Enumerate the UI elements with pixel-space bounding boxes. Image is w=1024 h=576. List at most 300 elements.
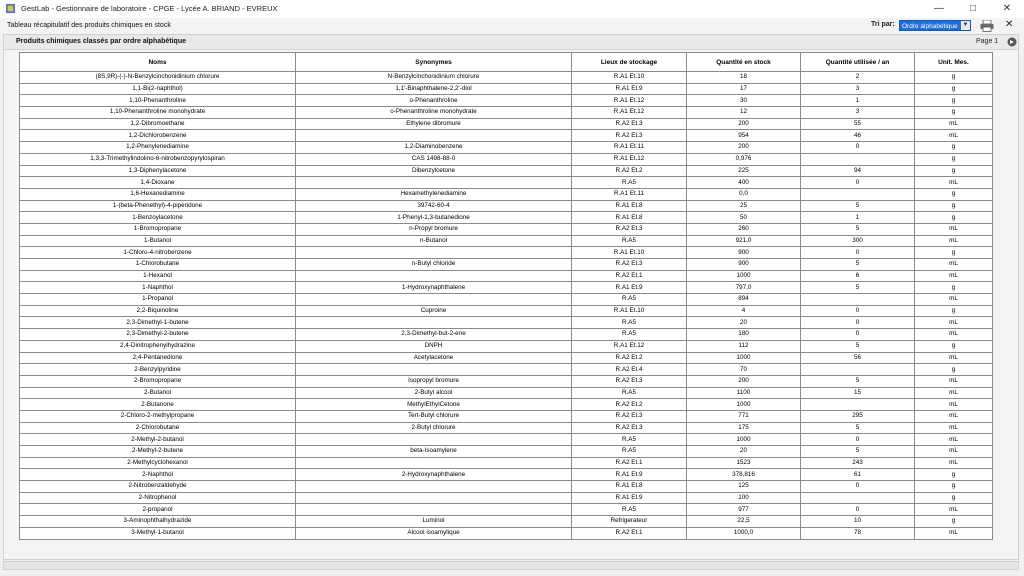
cell-lieu: R.A2 Et.2 xyxy=(572,399,687,411)
cell-quantite-utilisee: 56 xyxy=(801,352,915,364)
cell-quantite-utilisee: 5 xyxy=(801,446,915,458)
cell-lieu: R.A1 Et.8 xyxy=(572,481,687,493)
cell-synonyme: 2-Hydroxynaphthalene xyxy=(296,469,572,481)
cell-quantite-utilisee: 300 xyxy=(801,235,915,247)
cell-unite: g xyxy=(915,188,993,200)
cell-synonyme: n-Butanol xyxy=(296,235,572,247)
cell-nom: 2-Methylcyclohexanol xyxy=(20,457,296,469)
cell-lieu: R.A2 Et.3 xyxy=(572,410,687,422)
window-title: GestLab - Gestionnaire de laboratoire - CPGE - Lycée A. BRIAND - EVREUX xyxy=(21,4,278,13)
table-row xyxy=(20,340,993,352)
cell-synonyme xyxy=(296,247,572,259)
cell-quantite-utilisee: 5 xyxy=(801,223,915,235)
cell-nom: 2-Butanone xyxy=(20,399,296,411)
cell-quantite-utilisee: 5 xyxy=(801,259,915,271)
cell-lieu: R.A5 xyxy=(572,294,687,306)
cell-quantite-utilisee: 0 xyxy=(801,329,915,341)
table-header-row xyxy=(20,53,993,72)
cell-lieu: R.A1 Et.10 xyxy=(572,305,687,317)
cell-quantite-stock: 20 xyxy=(687,446,801,458)
cell-synonyme xyxy=(296,294,572,306)
cell-lieu: R.A2 Et.3 xyxy=(572,118,687,130)
cell-nom: 2-Benzylpyridine xyxy=(20,364,296,376)
cell-quantite-utilisee xyxy=(801,492,915,504)
sort-label: Tri par: xyxy=(871,21,895,28)
cell-quantite-utilisee: 46 xyxy=(801,130,915,142)
cell-nom: 2-Nitrobenzaldehyde xyxy=(20,481,296,493)
cell-nom: 1-Benzoylacetone xyxy=(20,212,296,224)
printer-icon[interactable] xyxy=(980,20,994,32)
cell-lieu: R.A2 Et.4 xyxy=(572,364,687,376)
cell-synonyme: DNPH xyxy=(296,340,572,352)
close-report-button[interactable]: ✕ xyxy=(1005,19,1014,30)
cell-synonyme xyxy=(296,492,572,504)
cell-unite: mL xyxy=(915,130,993,142)
cell-lieu: R.A1 Et.9 xyxy=(572,83,687,95)
cell-synonyme: CAS 1498-88-0 xyxy=(296,153,572,165)
cell-quantite-stock: 20 xyxy=(687,317,801,329)
cell-lieu: R.A2 Et.2 xyxy=(572,165,687,177)
cell-nom: 2,3-Dimethyl-1-butene xyxy=(20,317,296,329)
cell-unite: mL xyxy=(915,457,993,469)
cell-quantite-stock: 1000 xyxy=(687,270,801,282)
chemicals-table xyxy=(19,52,993,540)
cell-synonyme: Hexamethylenediamine xyxy=(296,188,572,200)
header-lieux: Lieux de stockage xyxy=(572,53,687,72)
cell-quantite-stock: 25 xyxy=(687,200,801,212)
cell-lieu: R.A2 Et.3 xyxy=(572,259,687,271)
cell-quantite-stock: 0,976 xyxy=(687,153,801,165)
cell-unite: mL xyxy=(915,387,993,399)
cell-unite: g xyxy=(915,492,993,504)
cell-unite: g xyxy=(915,153,993,165)
cell-unite: mL xyxy=(915,270,993,282)
cell-nom: 2,4-Pentanedione xyxy=(20,352,296,364)
table-row xyxy=(20,95,993,107)
cell-unite: mL xyxy=(915,317,993,329)
cell-lieu: R.A1 Et.11 xyxy=(572,142,687,154)
table-row xyxy=(20,223,993,235)
cell-quantite-stock: 771 xyxy=(687,410,801,422)
cell-unite: g xyxy=(915,469,993,481)
cell-quantite-stock: 18 xyxy=(687,72,801,84)
cell-lieu: R.A2 Et.3 xyxy=(572,422,687,434)
table-row xyxy=(20,504,993,516)
cell-quantite-utilisee xyxy=(801,294,915,306)
cell-nom: 1,2-Dibromoethane xyxy=(20,118,296,130)
cell-lieu: R.A1 Et.12 xyxy=(572,340,687,352)
cell-quantite-utilisee: 0 xyxy=(801,247,915,259)
cell-unite: mL xyxy=(915,410,993,422)
cell-unite: g xyxy=(915,107,993,119)
cell-nom: 2-Butanol xyxy=(20,387,296,399)
cell-quantite-utilisee: 0 xyxy=(801,142,915,154)
table-row xyxy=(20,446,993,458)
cell-synonyme: Tert-Butyl chlorure xyxy=(296,410,572,422)
cell-nom: 1,1-Bi(2-naphthol) xyxy=(20,83,296,95)
cell-lieu: R.A5 xyxy=(572,329,687,341)
cell-quantite-stock: 22,5 xyxy=(687,516,801,528)
table-row xyxy=(20,118,993,130)
cell-unite: mL xyxy=(915,235,993,247)
cell-quantite-utilisee: 78 xyxy=(801,527,915,539)
cell-synonyme xyxy=(296,481,572,493)
cell-synonyme xyxy=(296,177,572,189)
report-title: Produits chimiques classés par ordre alphabétique xyxy=(16,38,186,45)
cell-quantite-stock: 30 xyxy=(687,95,801,107)
toolbar xyxy=(0,18,1024,34)
cell-unite: mL xyxy=(915,223,993,235)
cell-quantite-stock: 200 xyxy=(687,142,801,154)
cell-unite: mL xyxy=(915,259,993,271)
cell-synonyme: Ethylene dibromure xyxy=(296,118,572,130)
cell-synonyme: n-Propyl bromure xyxy=(296,223,572,235)
close-icon[interactable]: ✕ xyxy=(1002,3,1012,14)
cell-nom: 1-Naphthol xyxy=(20,282,296,294)
cell-unite: g xyxy=(915,282,993,294)
cell-quantite-stock: 112 xyxy=(687,340,801,352)
cell-lieu: R.A5 xyxy=(572,235,687,247)
cell-lieu: R.A2 Et.1 xyxy=(572,527,687,539)
cell-lieu: R.A5 xyxy=(572,446,687,458)
cell-synonyme: 2-Butyl alcool xyxy=(296,387,572,399)
cell-quantite-stock: 400 xyxy=(687,177,801,189)
table-row xyxy=(20,317,993,329)
table-row xyxy=(20,83,993,95)
cell-synonyme: n-Butyl chloride xyxy=(296,259,572,271)
cell-synonyme xyxy=(296,504,572,516)
cell-quantite-utilisee: 61 xyxy=(801,469,915,481)
cell-lieu: R.A1 Et.12 xyxy=(572,153,687,165)
cell-unite: mL xyxy=(915,352,993,364)
cell-quantite-stock: 1523 xyxy=(687,457,801,469)
cell-unite: g xyxy=(915,481,993,493)
cell-synonyme xyxy=(296,270,572,282)
cell-synonyme xyxy=(296,130,572,142)
cell-unite: mL xyxy=(915,118,993,130)
cell-quantite-utilisee: 295 xyxy=(801,410,915,422)
cell-nom: 1,10-Phenanthroline monohydrate xyxy=(20,107,296,119)
table-row xyxy=(20,153,993,165)
cell-nom: 1,2-Phenylenediamine xyxy=(20,142,296,154)
cell-nom: 1-Propanol xyxy=(20,294,296,306)
cell-quantite-utilisee: 1 xyxy=(801,212,915,224)
cell-quantite-stock: 900 xyxy=(687,259,801,271)
cell-unite: mL xyxy=(915,504,993,516)
table-row xyxy=(20,247,993,259)
cell-quantite-stock: 200 xyxy=(687,375,801,387)
table-row xyxy=(20,434,993,446)
cell-nom: 2,2-Biquinoline xyxy=(20,305,296,317)
cell-unite: g xyxy=(915,95,993,107)
cell-lieu: Refrigerateur xyxy=(572,516,687,528)
cell-lieu: R.A1 Et.10 xyxy=(572,72,687,84)
cell-quantite-stock: 50 xyxy=(687,212,801,224)
cell-synonyme xyxy=(296,364,572,376)
cell-nom: 2-Naphthol xyxy=(20,469,296,481)
cell-unite: g xyxy=(915,516,993,528)
table-row xyxy=(20,235,993,247)
cell-unite: mL xyxy=(915,294,993,306)
cell-nom: 1-Chloro-4-nitrobenzene xyxy=(20,247,296,259)
cell-quantite-stock: 1000,0 xyxy=(687,527,801,539)
cell-unite: g xyxy=(915,200,993,212)
table-row xyxy=(20,107,993,119)
cell-synonyme: 39742-60-4 xyxy=(296,200,572,212)
cell-synonyme: 1,2-Diaminobenzene xyxy=(296,142,572,154)
cell-quantite-stock: 17 xyxy=(687,83,801,95)
cell-nom: 2,4-Dinitrophenylhydrazine xyxy=(20,340,296,352)
table-row xyxy=(20,200,993,212)
table-row xyxy=(20,399,993,411)
cell-quantite-utilisee: 5 xyxy=(801,200,915,212)
cell-nom: 1-Chlorobutane xyxy=(20,259,296,271)
cell-synonyme: 2-Butyl chlorure xyxy=(296,422,572,434)
cell-synonyme: N-Benzylcinchonidinium chlorure xyxy=(296,72,572,84)
cell-lieu: R.A2 Et.2 xyxy=(572,352,687,364)
report-subtitle: Tableau récapitulatif des produits chimiques en stock xyxy=(7,22,171,29)
cell-quantite-stock: 977 xyxy=(687,504,801,516)
table-row xyxy=(20,270,993,282)
cell-quantite-stock: 954 xyxy=(687,130,801,142)
cell-nom: 1-Bromopropane xyxy=(20,223,296,235)
cell-lieu: R.A1 Et.9 xyxy=(572,282,687,294)
next-page-icon[interactable] xyxy=(1007,37,1017,47)
table-row xyxy=(20,422,993,434)
cell-synonyme: MethylEthylCetone xyxy=(296,399,572,411)
cell-lieu: R.A1 Et.9 xyxy=(572,492,687,504)
table-row xyxy=(20,527,993,539)
cell-nom: 1,10-Phenanthroline xyxy=(20,95,296,107)
cell-unite: mL xyxy=(915,329,993,341)
cell-lieu: R.A2 Et.3 xyxy=(572,223,687,235)
cell-nom: 1,3-Diphenylacetone xyxy=(20,165,296,177)
cell-unite: mL xyxy=(915,399,993,411)
cell-nom: 1,2-Dichlorobenzene xyxy=(20,130,296,142)
cell-quantite-utilisee: 0 xyxy=(801,434,915,446)
cell-nom: 1,4-Dioxane xyxy=(20,177,296,189)
cell-quantite-stock: 260 xyxy=(687,223,801,235)
cell-unite: g xyxy=(915,72,993,84)
table-row xyxy=(20,375,993,387)
cell-nom: 2,3-Dimethyl-2-butene xyxy=(20,329,296,341)
cell-lieu: R.A5 xyxy=(572,387,687,399)
cell-quantite-stock: 125 xyxy=(687,481,801,493)
cell-quantite-utilisee: 0 xyxy=(801,305,915,317)
cell-nom: 3-Methyl-1-butanol xyxy=(20,527,296,539)
table-row xyxy=(20,492,993,504)
cell-quantite-stock: 4 xyxy=(687,305,801,317)
cell-nom: 2-Methyl-2-butanol xyxy=(20,434,296,446)
cell-quantite-utilisee: 15 xyxy=(801,387,915,399)
cell-synonyme xyxy=(296,434,572,446)
table-row xyxy=(20,177,993,189)
cell-quantite-utilisee: 243 xyxy=(801,457,915,469)
cell-quantite-utilisee: 1 xyxy=(801,95,915,107)
cell-synonyme: Alcool isoamylique xyxy=(296,527,572,539)
horizontal-scrollbar[interactable] xyxy=(3,561,1019,570)
cell-synonyme: 2,3-Dimethyl-but-2-ene xyxy=(296,329,572,341)
cell-lieu: R.A1 Et.11 xyxy=(572,188,687,200)
cell-nom: 2-Chloro-2-methylpropane xyxy=(20,410,296,422)
table-row xyxy=(20,165,993,177)
cell-nom: 1,6-Hexanediamine xyxy=(20,188,296,200)
cell-quantite-stock: 12 xyxy=(687,107,801,119)
cell-quantite-stock: 378,816 xyxy=(687,469,801,481)
cell-unite: g xyxy=(915,83,993,95)
cell-quantite-stock: 1000 xyxy=(687,352,801,364)
header-quantite-utilisee: Quantité utilisée / an xyxy=(801,53,915,72)
cell-nom: 2-propanol xyxy=(20,504,296,516)
app-icon xyxy=(5,3,16,14)
cell-lieu: R.A1 Et.8 xyxy=(572,212,687,224)
table-row xyxy=(20,469,993,481)
cell-unite: mL xyxy=(915,434,993,446)
cell-unite: mL xyxy=(915,375,993,387)
cell-lieu: R.A5 xyxy=(572,434,687,446)
cell-unite: g xyxy=(915,340,993,352)
cell-quantite-utilisee: 0 xyxy=(801,504,915,516)
cell-quantite-stock: 1100 xyxy=(687,387,801,399)
table-row xyxy=(20,481,993,493)
table-row xyxy=(20,72,993,84)
table-row xyxy=(20,457,993,469)
cell-quantite-stock: 100 xyxy=(687,492,801,504)
table-row xyxy=(20,282,993,294)
cell-quantite-utilisee: 5 xyxy=(801,422,915,434)
cell-synonyme: Luminol xyxy=(296,516,572,528)
cell-quantite-utilisee xyxy=(801,188,915,200)
table-row xyxy=(20,212,993,224)
cell-quantite-stock: 894 xyxy=(687,294,801,306)
cell-quantite-utilisee: 5 xyxy=(801,375,915,387)
cell-nom: (8S,9R)-(-)-N-Benzylcinchonidinium chlorure xyxy=(20,72,296,84)
cell-quantite-utilisee xyxy=(801,364,915,376)
table-row xyxy=(20,410,993,422)
cell-unite: g xyxy=(915,247,993,259)
cell-nom: 3-Aminophthalhydrazide xyxy=(20,516,296,528)
chevron-down-icon[interactable]: ▼ xyxy=(962,22,969,28)
cell-synonyme: o-Phenanthroline xyxy=(296,95,572,107)
header-noms: Noms xyxy=(20,53,296,72)
chemicals-table-container xyxy=(19,52,992,540)
cell-quantite-utilisee: 6 xyxy=(801,270,915,282)
cell-synonyme: 1-Phenyl-1,3-butanedione xyxy=(296,212,572,224)
cell-nom: 2-Chlorobutane xyxy=(20,422,296,434)
sort-select[interactable] xyxy=(899,20,971,31)
cell-lieu: R.A1 Et.10 xyxy=(572,247,687,259)
cell-lieu: R.A1 Et.12 xyxy=(572,107,687,119)
cell-quantite-stock: 0,0 xyxy=(687,188,801,200)
cell-quantite-utilisee: 94 xyxy=(801,165,915,177)
cell-quantite-stock: 180 xyxy=(687,329,801,341)
cell-lieu: R.A1 Et.9 xyxy=(572,469,687,481)
cell-unite: mL xyxy=(915,527,993,539)
cell-quantite-stock: 921,0 xyxy=(687,235,801,247)
cell-lieu: R.A2 Et.3 xyxy=(572,375,687,387)
cell-unite: g xyxy=(915,165,993,177)
cell-synonyme: beta-Isoamylene xyxy=(296,446,572,458)
cell-synonyme: 1,1'-Binaphthalene-2,2'-diol xyxy=(296,83,572,95)
cell-quantite-stock: 900 xyxy=(687,247,801,259)
minimize-icon[interactable]: — xyxy=(934,3,944,14)
cell-lieu: R.A5 xyxy=(572,317,687,329)
sort-select-value: Ordre alphabétique xyxy=(902,23,958,30)
cell-nom: 2-Nitrophenol xyxy=(20,492,296,504)
cell-quantite-stock: 200 xyxy=(687,118,801,130)
cell-quantite-utilisee: 10 xyxy=(801,516,915,528)
cell-quantite-utilisee: 0 xyxy=(801,177,915,189)
cell-quantite-utilisee: 3 xyxy=(801,107,915,119)
cell-synonyme: Isopropyl bromure xyxy=(296,375,572,387)
report-header xyxy=(4,35,1018,50)
table-row xyxy=(20,259,993,271)
cell-unite: mL xyxy=(915,177,993,189)
table-row xyxy=(20,188,993,200)
report-panel xyxy=(3,34,1019,560)
cell-nom: 2-Methyl-2-butene xyxy=(20,446,296,458)
cell-quantite-stock: 175 xyxy=(687,422,801,434)
cell-lieu: R.A5 xyxy=(572,177,687,189)
title-bar xyxy=(0,0,1024,19)
maximize-icon[interactable]: □ xyxy=(969,3,977,14)
cell-nom: 1-Hexanol xyxy=(20,270,296,282)
cell-nom: 1,3,3-Trimethylindolino-6-nitrobenzopyrylospiran xyxy=(20,153,296,165)
cell-lieu: R.A5 xyxy=(572,504,687,516)
cell-lieu: R.A2 Et.3 xyxy=(572,130,687,142)
table-row xyxy=(20,142,993,154)
cell-unite: mL xyxy=(915,422,993,434)
cell-quantite-utilisee: 0 xyxy=(801,481,915,493)
header-quantite-stock: Quantité en stock xyxy=(687,53,801,72)
cell-quantite-utilisee: 5 xyxy=(801,282,915,294)
cell-lieu: R.A1 Et.8 xyxy=(572,200,687,212)
header-unite: Unit. Mes. xyxy=(915,53,993,72)
cell-quantite-stock: 70 xyxy=(687,364,801,376)
table-row xyxy=(20,364,993,376)
cell-quantite-utilisee xyxy=(801,153,915,165)
table-row xyxy=(20,329,993,341)
cell-lieu: R.A2 Et.1 xyxy=(572,270,687,282)
cell-quantite-stock: 797,0 xyxy=(687,282,801,294)
cell-quantite-utilisee xyxy=(801,399,915,411)
table-body xyxy=(20,72,993,540)
cell-synonyme xyxy=(296,457,572,469)
cell-synonyme: Acetylacetone xyxy=(296,352,572,364)
cell-synonyme: Cuproine xyxy=(296,305,572,317)
header-synonymes: Synonymes xyxy=(296,53,572,72)
cell-quantite-utilisee: 55 xyxy=(801,118,915,130)
cell-unite: g xyxy=(915,305,993,317)
cell-lieu: R.A1 Et.12 xyxy=(572,95,687,107)
cell-synonyme xyxy=(296,317,572,329)
table-row xyxy=(20,516,993,528)
table-row xyxy=(20,305,993,317)
cell-nom: 2-Bromopropane xyxy=(20,375,296,387)
cell-nom: 1-(beta-Phenethyl)-4-piperidone xyxy=(20,200,296,212)
cell-synonyme: o-Phenanthroline monohydrate xyxy=(296,107,572,119)
cell-quantite-utilisee: 3 xyxy=(801,83,915,95)
cell-quantite-stock: 1000 xyxy=(687,434,801,446)
cell-nom: 1-Butanol xyxy=(20,235,296,247)
cell-quantite-utilisee: 2 xyxy=(801,72,915,84)
cell-unite: g xyxy=(915,212,993,224)
cell-quantite-stock: 1000 xyxy=(687,399,801,411)
table-row xyxy=(20,130,993,142)
cell-quantite-utilisee: 0 xyxy=(801,317,915,329)
table-row xyxy=(20,352,993,364)
table-row xyxy=(20,387,993,399)
